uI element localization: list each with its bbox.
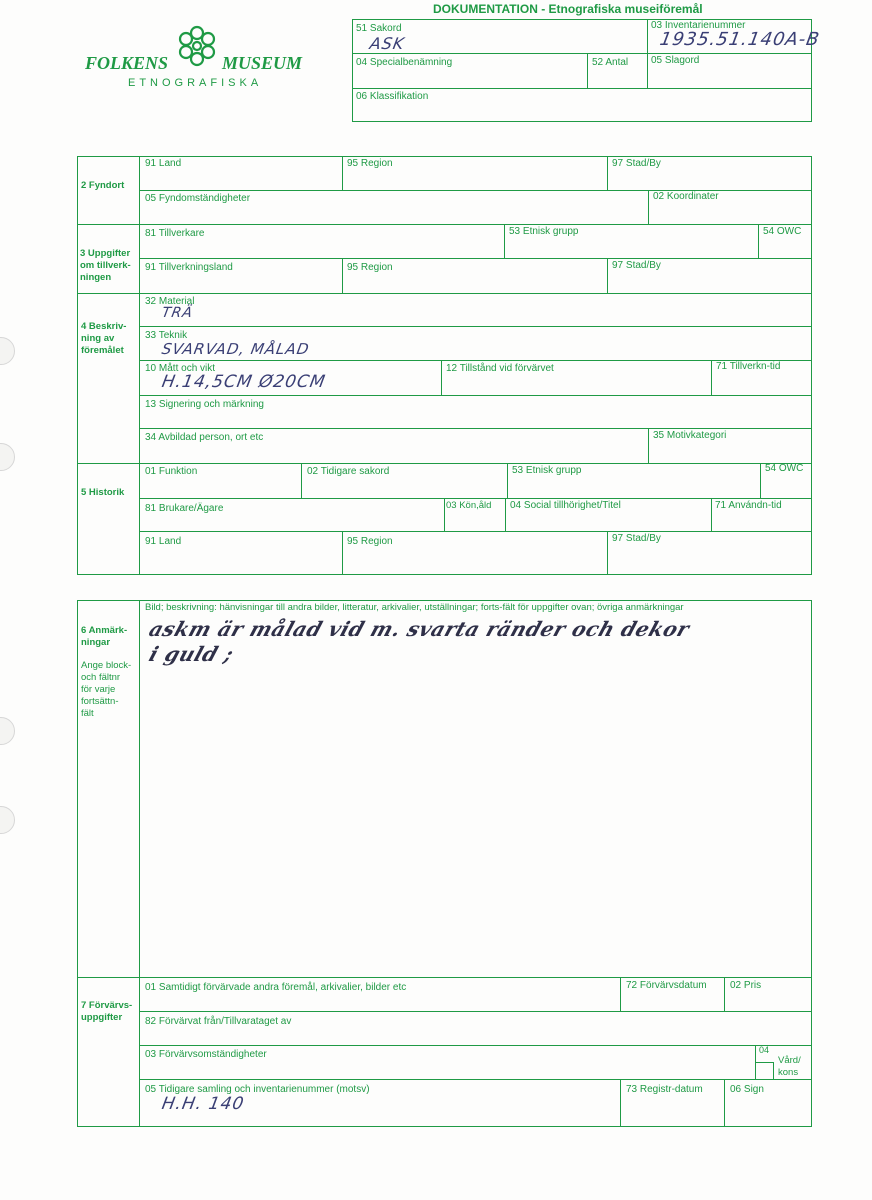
material-label: 32 Material bbox=[145, 296, 195, 307]
fyndort-land-label: 91 Land bbox=[145, 158, 182, 169]
field-slagord-label: 05 Slagord bbox=[651, 55, 700, 66]
tillverkning-owc-label: 54 OWC bbox=[763, 226, 802, 237]
fyndort-region-label: 95 Region bbox=[347, 158, 393, 169]
anmarkningar-line-2: i guld ; bbox=[146, 642, 237, 666]
fyndomstandigheter-label: 05 Fyndomständigheter bbox=[145, 193, 251, 204]
signatur-label: 06 Sign bbox=[730, 1084, 764, 1095]
tidigare-sakord-label: 02 Tidigare sakord bbox=[307, 466, 390, 477]
logo-emblem-icon bbox=[168, 25, 226, 67]
section-historik-title: 5 Historik bbox=[81, 487, 125, 498]
field-sakord-value: ASK bbox=[368, 34, 407, 53]
tidigare-samling-label: 05 Tidigare samling och inventarienummer (motsv) bbox=[145, 1084, 370, 1095]
tillverkning-stad-label: 97 Stad/By bbox=[612, 260, 661, 271]
anmarkningar-line-1: askm är målad vid m. svarta ränder och dekor bbox=[146, 617, 693, 641]
historik-region-label: 95 Region bbox=[347, 536, 393, 547]
fyndort-stad-label: 97 Stad/By bbox=[612, 158, 661, 169]
pris-label: 02 Pris bbox=[730, 980, 762, 991]
historik-owc-label: 54 OWC bbox=[765, 463, 804, 474]
kon-alder-label: 03 Kön,åld bbox=[446, 500, 492, 511]
matt-label: 10 Mått och vikt bbox=[145, 363, 216, 374]
vard-kons-number: 04 bbox=[759, 1045, 770, 1055]
forvarvsomstandigheter-label: 03 Förvärvsomständigheter bbox=[145, 1049, 267, 1060]
form-title: DOKUMENTATION - Etnografiska museiföremål bbox=[433, 2, 703, 16]
field-sakord-label: 51 Sakord bbox=[356, 23, 402, 34]
section-anmarkningar-title: 6 Anmärk- ningar bbox=[81, 625, 128, 648]
section-anmarkningar-note: Ange block- och fältnr för varje fortsättn- fält bbox=[81, 660, 132, 719]
section-fyndort-title: 2 Fyndort bbox=[81, 180, 125, 191]
funktion-label: 01 Funktion bbox=[145, 466, 198, 477]
matt-value: H.14,5CM Ø20CM bbox=[160, 372, 328, 392]
teknik-label: 33 Teknik bbox=[145, 330, 188, 341]
forvarvsdatum-label: 72 Förvärvsdatum bbox=[626, 980, 707, 991]
anvandningstid-label: 71 Anvándn-tid bbox=[715, 500, 782, 511]
field-klassifikation-label: 06 Klassifikation bbox=[356, 91, 429, 102]
punch-hole bbox=[0, 443, 15, 471]
tillstand-label: 12 Tillstånd vid förvärvet bbox=[446, 363, 554, 374]
punch-hole bbox=[0, 806, 15, 834]
section-tillverkning-title: 3 Uppgifter om tillverk- ningen bbox=[80, 248, 131, 283]
social-tillhorighet-label: 04 Social tillhörighet/Titel bbox=[510, 500, 621, 511]
vard-kons-label-2: kons bbox=[778, 1067, 799, 1078]
logo-subtitle: ETNOGRAFISKA bbox=[128, 77, 263, 89]
historik-land-label: 91 Land bbox=[145, 536, 182, 547]
field-specialbenamning-label: 04 Specialbenämning bbox=[356, 57, 453, 68]
tillverkntid-label: 71 Tillverkn-tid bbox=[716, 361, 781, 372]
tillverkningsland-label: 91 Tillverkningsland bbox=[145, 262, 233, 273]
section-forvarv-title: 7 Förvärvs- uppgifter bbox=[81, 1000, 133, 1023]
brukare-label: 81 Brukare/Ägare bbox=[145, 503, 224, 514]
teknik-value: SVARVAD, MÅLAD bbox=[160, 340, 312, 358]
forvarvat-fran-label: 82 Förvärvat från/Tillvarataget av bbox=[145, 1016, 292, 1027]
logo-name-left: FOLKENS bbox=[85, 53, 169, 73]
field-inventarienummer-label: 03 Inventarienummer bbox=[651, 20, 746, 31]
tillverkning-region-label: 95 Region bbox=[347, 262, 393, 273]
historik-etnisk-label: 53 Etnisk grupp bbox=[512, 465, 582, 476]
koordinater-label: 02 Koordinater bbox=[653, 191, 719, 202]
material-value: TRÄ bbox=[160, 305, 195, 321]
registreringsdatum-label: 73 Registr-datum bbox=[626, 1084, 703, 1095]
avbildad-label: 34 Avbildad person, ort etc bbox=[145, 432, 264, 443]
logo-name-right: MUSEUM bbox=[222, 53, 303, 73]
punch-hole bbox=[0, 717, 15, 745]
signering-label: 13 Signering och märkning bbox=[145, 399, 264, 410]
vard-kons-label: Vård/ bbox=[778, 1055, 801, 1066]
tillverkning-etnisk-label: 53 Etnisk grupp bbox=[509, 226, 579, 237]
historik-stad-label: 97 Stad/By bbox=[612, 533, 661, 544]
field-antal-label: 52 Antal bbox=[592, 57, 629, 68]
samtidigt-forvarvade-label: 01 Samtidigt förvärvade andra föremål, arkivalier, bilder etc bbox=[145, 982, 407, 993]
anmarkningar-header: Bild; beskrivning: hänvisningar till andra bilder, litteratur, arkivalier, utställningar; forts-fält för uppgifter ovan; övriga anmärkningar bbox=[145, 602, 684, 613]
tillverkare-label: 81 Tillverkare bbox=[145, 228, 205, 239]
field-inventarienummer-value: 1935.51.140A-B bbox=[658, 29, 822, 50]
motivkategori-label: 35 Motivkategori bbox=[653, 430, 727, 441]
section-beskrivning-title: 4 Beskriv- ning av föremålet bbox=[81, 321, 127, 356]
tidigare-samling-value: H.H. 140 bbox=[160, 1094, 246, 1114]
punch-hole bbox=[0, 337, 15, 365]
